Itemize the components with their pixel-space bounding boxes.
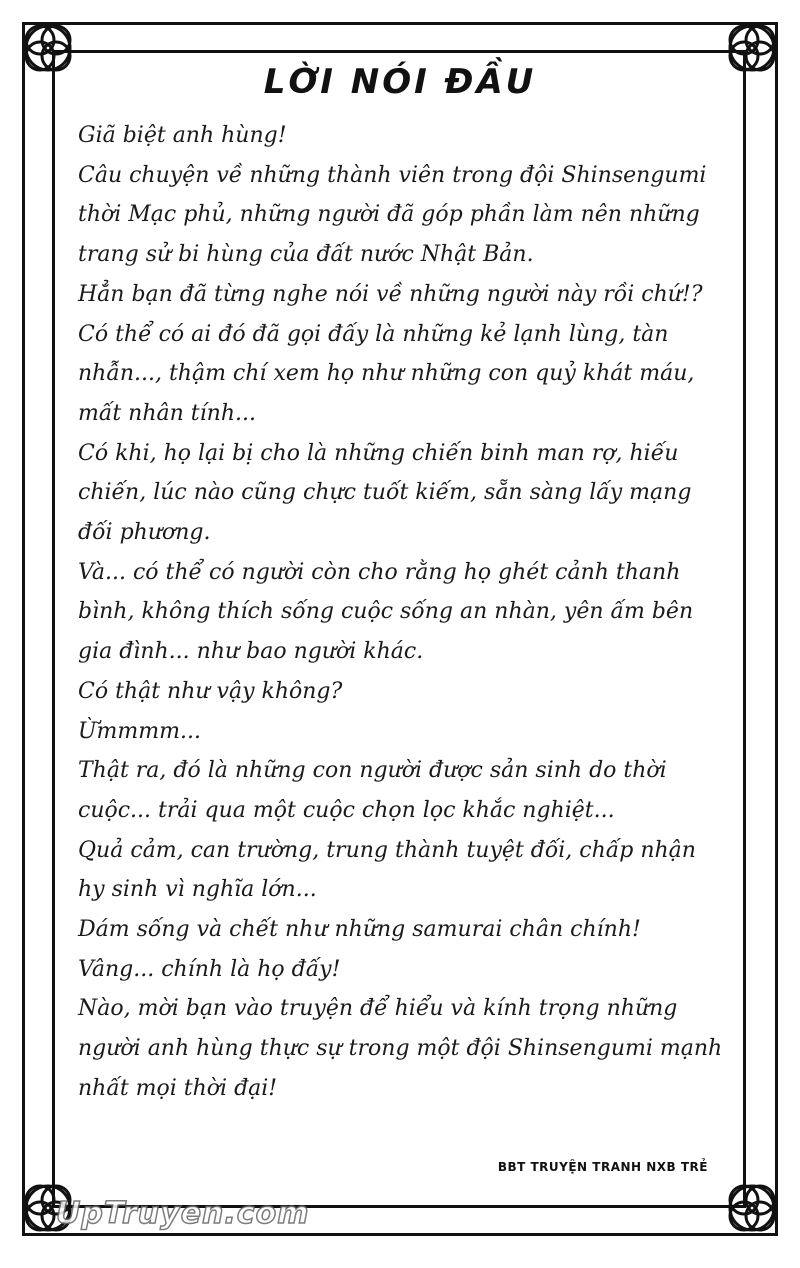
celtic-knot-icon	[720, 1176, 784, 1240]
text-line: Nào, mời bạn vào truyện để hiểu và kính trọng những	[78, 996, 678, 1022]
text-line: mất nhân tính...	[78, 400, 256, 426]
text-line: cuộc... trải qua một cuộc chọn lọc khắc nghiệt...	[78, 797, 615, 823]
text-line: thời Mạc phủ, những người đã góp phần làm nên những	[78, 202, 700, 228]
preface-body	[78, 116, 744, 1109]
text-line: đối phương.	[78, 520, 211, 546]
text-line: nhất mọi thời đại!	[78, 1075, 278, 1101]
text-line: Thật ra, đó là những con người được sản sinh do thời	[78, 758, 667, 784]
text-line: Và... có thể có người còn cho rằng họ ghét cảnh thanh	[78, 559, 681, 585]
text-line: Có thật như vậy không?	[78, 678, 343, 704]
text-line: Ừmmmm...	[78, 718, 201, 744]
text-line: Vâng... chính là họ đấy!	[78, 956, 341, 982]
text-line: Câu chuyện về những thành viên trong đội Shinsengumi	[78, 162, 707, 188]
signature: BBT TRUYỆN TRANH NXB TRẺ	[497, 1160, 708, 1174]
text-line: người anh hùng thực sự trong một đội Shinsengumi mạnh	[78, 1036, 723, 1062]
text-line: hy sinh vì nghĩa lớn...	[78, 877, 317, 903]
text-line: chiến, lúc nào cũng chực tuốt kiếm, sẵn sàng lấy mạng	[78, 480, 692, 506]
text-line: gia đình... như bao người khác.	[78, 639, 424, 665]
text-line: Dám sống và chết như những samurai chân chính!	[78, 917, 641, 943]
text-line: Có khi, họ lại bị cho là những chiến binh man rợ, hiếu	[78, 440, 679, 466]
text-line: Giã biệt anh hùng!	[78, 123, 287, 148]
page-title: LỜI NÓI ĐẦU	[263, 62, 537, 102]
text-line: Quả cảm, can trường, trung thành tuyệt đối, chấp nhận	[78, 837, 696, 863]
text-line: trang sử bi hùng của đất nước Nhật Bản.	[78, 242, 534, 268]
text-line: nhẫn..., thậm chí xem họ như những con quỷ khát máu,	[78, 361, 695, 387]
text-line: Có thể có ai đó đã gọi đấy là những kẻ lạnh lùng, tàn	[78, 321, 669, 347]
text-line: Hẳn bạn đã từng nghe nói về những người này rồi chứ!?	[78, 281, 703, 307]
text-line: bình, không thích sống cuộc sống an nhàn, yên ấm bên	[78, 599, 694, 625]
watermark: UpTruyen.com	[56, 1196, 310, 1231]
